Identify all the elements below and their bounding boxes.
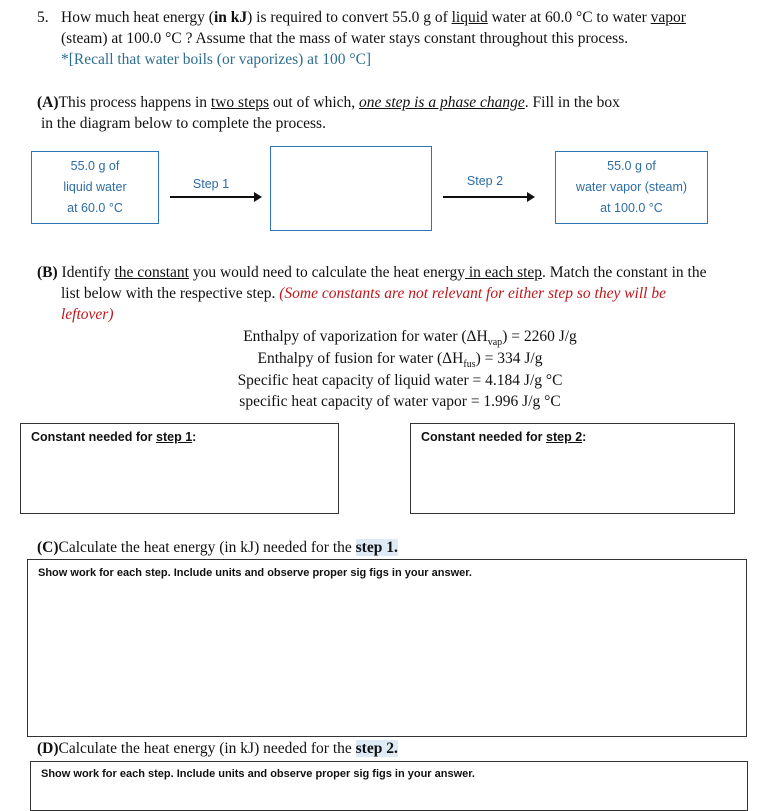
start-phase: liquid water <box>63 180 127 194</box>
part-c-heading: (C)Calculate the heat energy (in kJ) needed for the step 1. <box>37 539 398 556</box>
start-state-box <box>31 151 159 224</box>
end-phase: water vapor (steam) <box>575 180 688 194</box>
start-temp: at 60.0 °C <box>67 201 123 215</box>
step-1-constant-box[interactable] <box>20 423 339 514</box>
step-1-label: Step 1 <box>192 177 230 191</box>
question-line-2: (steam) at 100.0 °C ? Assume that the mass of water stays constant throughout this process. <box>61 30 629 47</box>
intermediate-state-box[interactable] <box>270 146 432 231</box>
constant-enthalpy-vaporization: Enthalpy of vaporization for water $(\Delta H_{vap}) = 2260$ J/g <box>243 328 577 349</box>
constant-specific-heat-liquid: Specific heat capacity of liquid water = 4.184 J/g °C <box>237 372 563 389</box>
step-2-constant-box[interactable] <box>410 423 735 514</box>
end-temp: at 100.0 °C <box>600 201 663 215</box>
part-b-line-3: leftover) <box>61 306 114 323</box>
constant-enthalpy-fusion: Enthalpy of fusion for water $(\Delta H_{fus}) = 334$ J/g <box>257 350 543 371</box>
part-d-heading: (D)Calculate the heat energy (in kJ) needed for the step 2. <box>37 740 398 757</box>
part-d-work-box[interactable] <box>30 761 748 811</box>
part-d-instructions: Show work for each step. Include units and observe proper sig figs in your answer. <box>41 768 475 780</box>
start-mass: 55.0 g of <box>70 159 120 173</box>
end-state-box <box>555 151 708 224</box>
question-line-1: How much heat energy (in kJ) is required to convert 55.0 g of liquid water at 60.0 °C to water vapor <box>61 9 686 26</box>
part-a-line-1: (A)This process happens in two steps out of which, one step is a phase change. Fill in the box <box>37 94 620 111</box>
step-2-arrow <box>443 196 533 198</box>
part-a-line-2: in the diagram below to complete the process. <box>41 115 326 132</box>
constant-specific-heat-vapor: specific heat capacity of water vapor = 1.996 J/g °C <box>239 393 561 410</box>
step-1-constant-label: Constant needed for step 1: <box>31 430 197 444</box>
part-c-work-box[interactable] <box>27 559 747 737</box>
step-1-arrow <box>170 196 260 198</box>
end-mass: 55.0 g of <box>607 159 656 173</box>
step-2-label: Step 2 <box>466 174 504 188</box>
question-number: 5. <box>37 9 49 26</box>
step-2-constant-label: Constant needed for step 2: <box>421 430 587 444</box>
part-b-line-2: list below with the respective step. (Some constants are not relevant for either step so they will be <box>61 285 666 302</box>
question-recall-note: *[Recall that water boils (or vaporizes) at 100 °C] <box>61 51 372 68</box>
part-b-line-1: (B) Identify the constant you would need to calculate the heat energy in each step. Match the constant in the <box>37 264 707 281</box>
part-c-instructions: Show work for each step. Include units and observe proper sig figs in your answer. <box>38 567 472 579</box>
